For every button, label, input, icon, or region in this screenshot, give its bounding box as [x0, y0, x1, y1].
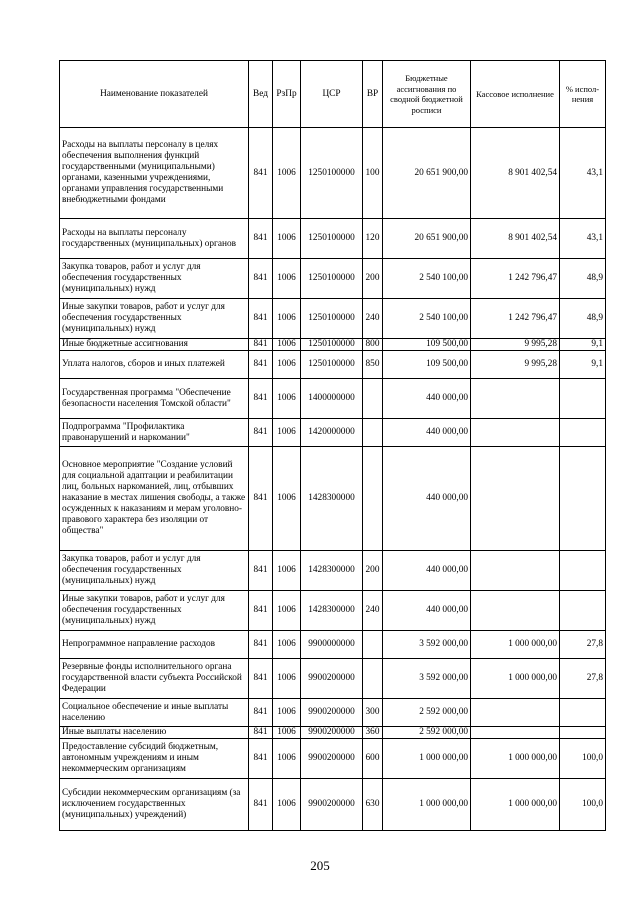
cell-executed: 9 995,28: [471, 339, 560, 351]
table-row: [60, 299, 606, 339]
table-row: [60, 727, 606, 739]
cell-rzpr: 1006: [273, 419, 301, 447]
cell-name: Основное мероприятие "Создание условий для социальной адаптации и реабилитации лиц, больных наркоманией, лиц, отбывших наказание в местах лишения свободы, а также осужденных к наказаниям и мерам уголовно-правового характера без изоляции от общества": [60, 447, 249, 551]
cell-executed: [471, 551, 560, 591]
cell-name: Непрограммное направление расходов: [60, 631, 249, 659]
cell-name: Государственная программа "Обеспечение безопасности населения Томской области": [60, 379, 249, 419]
cell-ved: 841: [249, 419, 273, 447]
cell-ved: 841: [249, 591, 273, 631]
cell-csr: 1250100000: [301, 259, 363, 299]
cell-ved: 841: [249, 351, 273, 379]
cell-percent: 48,9: [560, 259, 606, 299]
cell-vr: 200: [363, 259, 383, 299]
cell-ved: 841: [249, 339, 273, 351]
cell-rzpr: 1006: [273, 219, 301, 259]
cell-csr: 1250100000: [301, 339, 363, 351]
header-percent: % испол-нения: [560, 61, 606, 128]
cell-assigned: 2 540 100,00: [383, 299, 471, 339]
cell-assigned: 1 000 000,00: [383, 739, 471, 779]
cell-name: Расходы на выплаты персоналу в целях обеспечения выполнения функций государственными (муниципальными) органами, казенными учреждениями, органами управления государственными внебюджетными фондами: [60, 128, 249, 219]
cell-percent: [560, 551, 606, 591]
cell-assigned: 1 000 000,00: [383, 779, 471, 831]
cell-executed: [471, 727, 560, 739]
cell-assigned: 3 592 000,00: [383, 631, 471, 659]
cell-name: Иные закупки товаров, работ и услуг для обеспечения государственных (муниципальных) нужд: [60, 299, 249, 339]
cell-percent: 43,1: [560, 128, 606, 219]
table-header-row: [60, 61, 606, 128]
cell-percent: 100,0: [560, 739, 606, 779]
table-row: [60, 659, 606, 699]
cell-rzpr: 1006: [273, 591, 301, 631]
table-row: [60, 259, 606, 299]
cell-rzpr: 1006: [273, 259, 301, 299]
cell-rzpr: 1006: [273, 128, 301, 219]
cell-csr: 9900200000: [301, 727, 363, 739]
cell-csr: 9900200000: [301, 739, 363, 779]
cell-rzpr: 1006: [273, 339, 301, 351]
table-row: [60, 631, 606, 659]
cell-executed: 1 000 000,00: [471, 659, 560, 699]
table-row: [60, 699, 606, 727]
cell-executed: [471, 591, 560, 631]
cell-executed: [471, 447, 560, 551]
cell-percent: [560, 699, 606, 727]
cell-csr: 1400000000: [301, 379, 363, 419]
cell-rzpr: 1006: [273, 631, 301, 659]
cell-vr: [363, 379, 383, 419]
cell-csr: 9900200000: [301, 699, 363, 727]
table-row: [60, 219, 606, 259]
cell-csr: 1428300000: [301, 447, 363, 551]
cell-ved: 841: [249, 379, 273, 419]
table-row: [60, 379, 606, 419]
cell-rzpr: 1006: [273, 351, 301, 379]
cell-vr: 600: [363, 739, 383, 779]
cell-executed: 1 000 000,00: [471, 631, 560, 659]
cell-assigned: 109 500,00: [383, 339, 471, 351]
cell-percent: 100,0: [560, 779, 606, 831]
cell-csr: 1250100000: [301, 128, 363, 219]
cell-name: Социальное обеспечение и иные выплаты населению: [60, 699, 249, 727]
cell-vr: [363, 631, 383, 659]
cell-csr: 1420000000: [301, 419, 363, 447]
cell-vr: 300: [363, 699, 383, 727]
cell-ved: 841: [249, 219, 273, 259]
cell-vr: [363, 419, 383, 447]
cell-ved: 841: [249, 259, 273, 299]
cell-rzpr: 1006: [273, 551, 301, 591]
cell-executed: 1 000 000,00: [471, 779, 560, 831]
cell-percent: [560, 447, 606, 551]
cell-percent: [560, 727, 606, 739]
cell-ved: 841: [249, 779, 273, 831]
cell-ved: 841: [249, 699, 273, 727]
header-executed: Кассовое исполнение: [471, 61, 560, 128]
cell-name: Уплата налогов, сборов и иных платежей: [60, 351, 249, 379]
header-name: Наименование показателей: [60, 61, 249, 128]
cell-percent: 27,8: [560, 631, 606, 659]
cell-ved: 841: [249, 299, 273, 339]
cell-percent: 48,9: [560, 299, 606, 339]
cell-vr: 360: [363, 727, 383, 739]
cell-vr: 200: [363, 551, 383, 591]
budget-execution-table: [59, 60, 606, 831]
table-row: [60, 128, 606, 219]
header-assigned: Бюджетные ассигнования по сводной бюджетной росписи: [383, 61, 471, 128]
cell-assigned: 109 500,00: [383, 351, 471, 379]
cell-executed: 1 242 796,47: [471, 259, 560, 299]
cell-percent: 27,8: [560, 659, 606, 699]
cell-assigned: 440 000,00: [383, 591, 471, 631]
cell-csr: 9900200000: [301, 779, 363, 831]
cell-csr: 1250100000: [301, 351, 363, 379]
cell-csr: 1428300000: [301, 551, 363, 591]
cell-vr: 800: [363, 339, 383, 351]
cell-csr: 1250100000: [301, 299, 363, 339]
cell-name: Закупка товаров, работ и услуг для обеспечения государственных (муниципальных) нужд: [60, 259, 249, 299]
cell-rzpr: 1006: [273, 379, 301, 419]
cell-ved: 841: [249, 631, 273, 659]
cell-vr: 120: [363, 219, 383, 259]
cell-name: Расходы на выплаты персоналу государственных (муниципальных) органов: [60, 219, 249, 259]
table-row: [60, 739, 606, 779]
cell-ved: 841: [249, 128, 273, 219]
cell-name: Закупка товаров, работ и услуг для обеспечения государственных (муниципальных) нужд: [60, 551, 249, 591]
page-number: 205: [310, 858, 330, 873]
table-row: [60, 447, 606, 551]
cell-vr: [363, 659, 383, 699]
header-rzpr: РзПр: [273, 61, 301, 128]
cell-ved: 841: [249, 551, 273, 591]
cell-ved: 841: [249, 659, 273, 699]
cell-assigned: 2 592 000,00: [383, 727, 471, 739]
cell-assigned: 2 540 100,00: [383, 259, 471, 299]
cell-rzpr: 1006: [273, 659, 301, 699]
table-row: [60, 551, 606, 591]
cell-csr: 9900000000: [301, 631, 363, 659]
cell-vr: 850: [363, 351, 383, 379]
cell-assigned: 440 000,00: [383, 551, 471, 591]
cell-percent: 9,1: [560, 339, 606, 351]
cell-vr: 100: [363, 128, 383, 219]
cell-vr: [363, 447, 383, 551]
cell-assigned: 20 651 900,00: [383, 128, 471, 219]
cell-executed: 8 901 402,54: [471, 219, 560, 259]
cell-name: Подпрограмма "Профилактика правонарушений и наркомании": [60, 419, 249, 447]
table-row: [60, 419, 606, 447]
cell-vr: 630: [363, 779, 383, 831]
cell-rzpr: 1006: [273, 739, 301, 779]
cell-assigned: 440 000,00: [383, 419, 471, 447]
cell-executed: 8 901 402,54: [471, 128, 560, 219]
cell-assigned: 2 592 000,00: [383, 699, 471, 727]
cell-rzpr: 1006: [273, 779, 301, 831]
cell-assigned: 20 651 900,00: [383, 219, 471, 259]
table-row: [60, 591, 606, 631]
cell-percent: 9,1: [560, 351, 606, 379]
cell-name: Субсидии некоммерческим организациям (за исключением государственных (муниципальных) учреждений): [60, 779, 249, 831]
cell-vr: 240: [363, 299, 383, 339]
cell-assigned: 3 592 000,00: [383, 659, 471, 699]
header-csr: ЦСР: [301, 61, 363, 128]
header-vr: ВР: [363, 61, 383, 128]
table-body: [60, 128, 606, 831]
cell-csr: 1428300000: [301, 591, 363, 631]
cell-percent: [560, 419, 606, 447]
table-row: [60, 351, 606, 379]
cell-assigned: 440 000,00: [383, 447, 471, 551]
table-row: [60, 779, 606, 831]
table-row: [60, 339, 606, 351]
cell-executed: 1 242 796,47: [471, 299, 560, 339]
cell-name: Резервные фонды исполнительного органа государственной власти субъекта Российской Федерации: [60, 659, 249, 699]
cell-executed: 1 000 000,00: [471, 739, 560, 779]
cell-name: Предоставление субсидий бюджетным, автономным учреждениям и иным некоммерческим организациям: [60, 739, 249, 779]
cell-rzpr: 1006: [273, 299, 301, 339]
cell-name: Иные бюджетные ассигнования: [60, 339, 249, 351]
cell-percent: [560, 379, 606, 419]
cell-executed: 9 995,28: [471, 351, 560, 379]
cell-rzpr: 1006: [273, 447, 301, 551]
cell-ved: 841: [249, 739, 273, 779]
cell-executed: [471, 699, 560, 727]
cell-csr: 1250100000: [301, 219, 363, 259]
cell-rzpr: 1006: [273, 727, 301, 739]
cell-vr: 240: [363, 591, 383, 631]
cell-ved: 841: [249, 727, 273, 739]
cell-csr: 9900200000: [301, 659, 363, 699]
cell-percent: [560, 591, 606, 631]
cell-name: Иные выплаты населению: [60, 727, 249, 739]
cell-rzpr: 1006: [273, 699, 301, 727]
header-ved: Вед: [249, 61, 273, 128]
cell-executed: [471, 379, 560, 419]
cell-assigned: 440 000,00: [383, 379, 471, 419]
cell-ved: 841: [249, 447, 273, 551]
cell-percent: 43,1: [560, 219, 606, 259]
cell-name: Иные закупки товаров, работ и услуг для обеспечения государственных (муниципальных) нужд: [60, 591, 249, 631]
cell-executed: [471, 419, 560, 447]
